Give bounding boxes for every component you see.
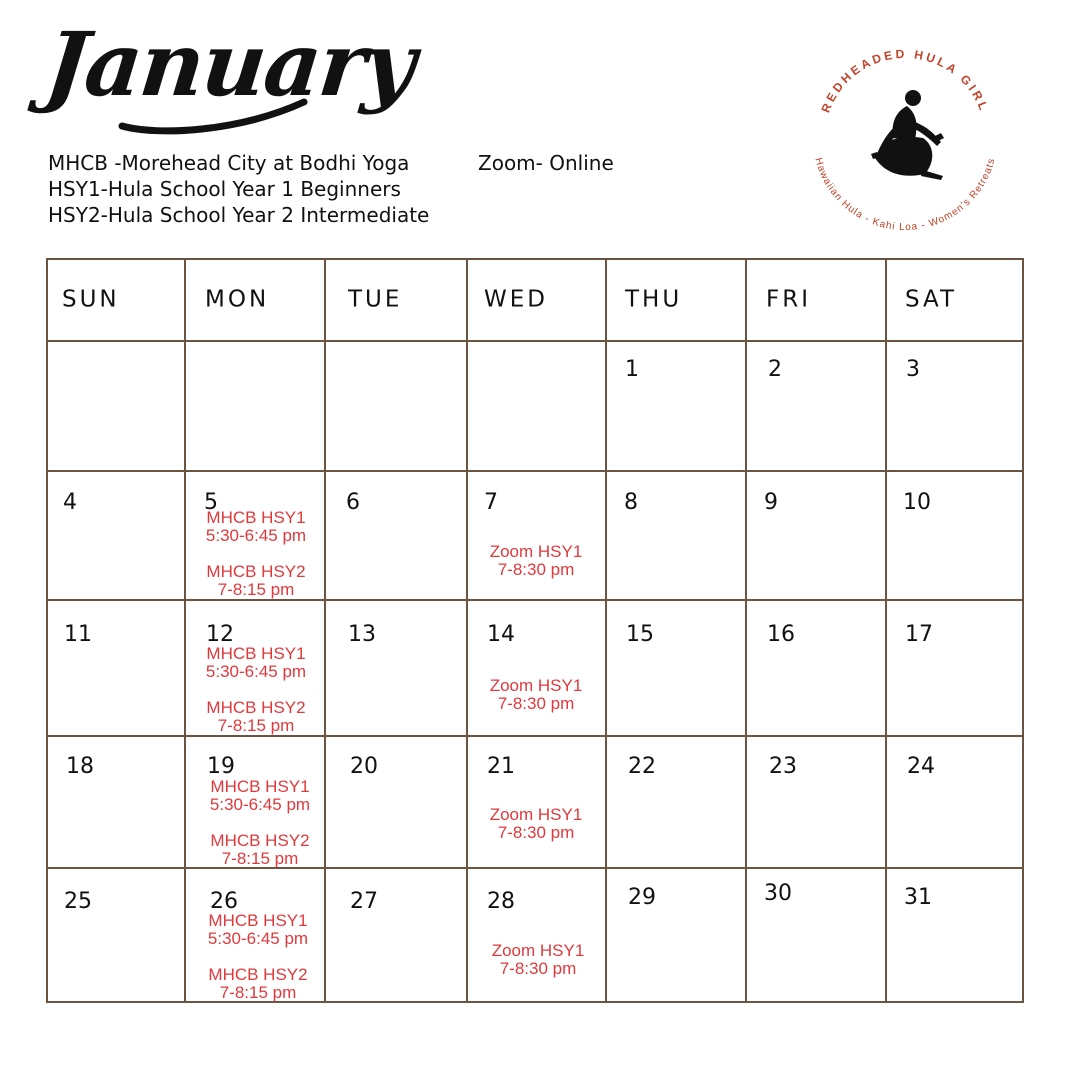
day-number: 13 [348,622,376,647]
event-time: 7-8:30 pm [497,560,575,579]
day-number: 25 [64,889,92,914]
day-number: 19 [207,754,235,779]
weekday-mon: MON [205,286,270,313]
event-title: MHCB HSY1 [208,911,308,930]
logo-ring-top-text: REDHEADED HULA GIRL [818,46,992,115]
event-zoom-hsy1 [468,942,608,978]
legend-mhcb: MHCB -Morehead City at Bodhi Yoga [48,151,410,175]
event-time: 7-8:15 pm [217,580,295,599]
day-number: 3 [906,357,920,382]
grid-line [605,258,607,1003]
weekday-sun: SUN [62,286,120,313]
event-title: Zoom HSY1 [489,542,583,561]
grid-line [324,258,326,1003]
grid-line [745,258,747,1003]
grid-line [46,258,1024,260]
day-number: 24 [907,754,935,779]
event-mhcb-hsy2 [188,966,328,1002]
weekday-thu: THU [625,286,683,313]
month-title: January [40,12,419,116]
day-number: 20 [350,754,378,779]
title-swash-decoration [118,96,308,136]
day-number: 9 [764,490,778,515]
day-number: 2 [768,357,782,382]
grid-line [46,470,1024,472]
weekday-fri: FRI [766,286,811,313]
day-number: 31 [904,885,932,910]
grid-line [885,258,887,1003]
event-time: 7-8:30 pm [497,823,575,842]
event-title: MHCB HSY2 [210,831,310,850]
event-title: Zoom HSY1 [489,676,583,695]
weekday-sat: SAT [905,286,958,313]
legend-zoom: Zoom- Online [478,151,614,175]
event-title: MHCB HSY2 [206,698,306,717]
event-title: MHCB HSY1 [210,777,310,796]
event-zoom-hsy1 [466,806,606,842]
legend [48,150,429,228]
day-number: 30 [764,881,792,906]
event-mhcb-hsy2 [186,699,326,735]
event-mhcb-hsy1 [190,778,330,814]
day-number: 12 [206,622,234,647]
event-time: 5:30-6:45 pm [205,526,307,545]
day-number: 16 [767,622,795,647]
event-title: MHCB HSY1 [206,508,306,527]
day-number: 22 [628,754,656,779]
day-number: 23 [769,754,797,779]
day-number: 17 [905,622,933,647]
event-time: 5:30-6:45 pm [209,795,311,814]
day-number: 1 [625,357,639,382]
event-mhcb-hsy1 [188,912,328,948]
grid-line [46,735,1024,737]
svg-text:REDHEADED HULA GIRL [818,47,991,115]
event-mhcb-hsy1 [186,509,326,545]
event-title: Zoom HSY1 [491,941,585,960]
event-zoom-hsy1 [466,677,606,713]
day-number: 15 [626,622,654,647]
day-number: 29 [628,885,656,910]
redheaded-hula-girl-logo [795,28,1015,248]
day-number: 4 [63,490,77,515]
logo-ring-bottom-text: Hawaiian Hula - Kahi Loa - Women's Retreats [812,156,998,234]
event-title: MHCB HSY2 [206,562,306,581]
event-time: 7-8:30 pm [499,959,577,978]
grid-line [184,258,186,1003]
weekday-wed: WED [484,286,548,313]
day-number: 26 [210,889,238,914]
event-time: 7-8:15 pm [217,716,295,735]
legend-hsy2: HSY2-Hula School Year 2 Intermediate [48,203,430,227]
event-title: MHCB HSY2 [208,965,308,984]
weekday-tue: TUE [348,286,403,313]
grid-line [46,599,1024,601]
day-number: 8 [624,490,638,515]
legend-hsy1: HSY1-Hula School Year 1 Beginners [48,177,401,201]
event-mhcb-hsy2 [190,832,330,868]
event-zoom-hsy1 [466,543,606,579]
event-title: Zoom HSY1 [489,805,583,824]
hula-dancer-icon [871,90,944,180]
event-time: 7-8:15 pm [219,983,297,1002]
event-mhcb-hsy1 [186,645,326,681]
day-number: 7 [484,490,498,515]
day-number: 5 [204,490,218,515]
event-time: 7-8:30 pm [497,694,575,713]
day-number: 11 [64,622,92,647]
event-mhcb-hsy2 [186,563,326,599]
day-number: 14 [487,622,515,647]
event-time: 5:30-6:45 pm [205,662,307,681]
day-number: 28 [487,889,515,914]
day-number: 10 [903,490,931,515]
event-title: MHCB HSY1 [206,644,306,663]
grid-line [1022,258,1024,1003]
grid-line [46,340,1024,342]
day-number: 21 [487,754,515,779]
grid-line [46,258,48,1003]
grid-line [466,258,468,1003]
day-number: 18 [66,754,94,779]
event-time: 5:30-6:45 pm [207,929,309,948]
day-number: 6 [346,490,360,515]
day-number: 27 [350,889,378,914]
event-time: 7-8:15 pm [221,849,299,868]
